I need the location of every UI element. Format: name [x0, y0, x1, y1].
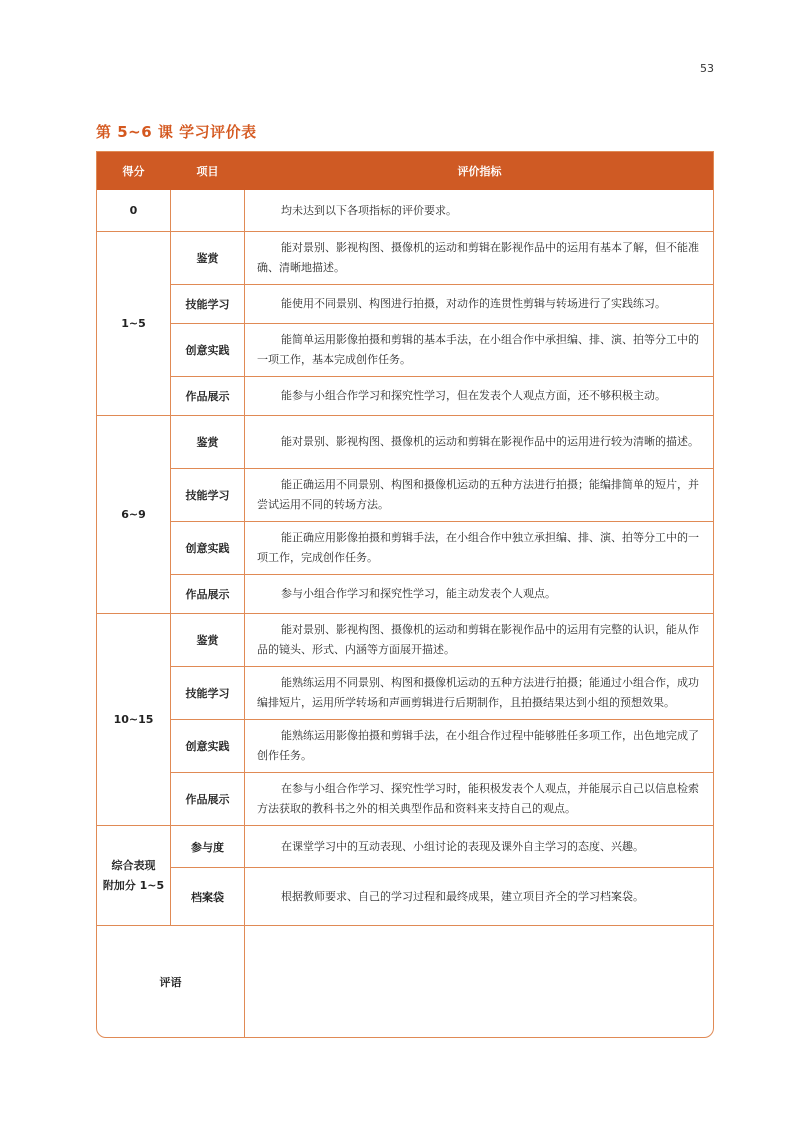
criteria-text: 能正确运用不同景别、构图和摄像机运动的五种方法进行拍摄；能编排简单的短片，并尝试运用不同的转场方法。 — [257, 478, 699, 511]
table-row — [97, 324, 715, 377]
criteria-text: 能对景别、影视构图、摄像机的运动和剪辑在影视作品中的运用进行较为清晰的描述。 — [281, 435, 699, 448]
table-row — [97, 575, 715, 614]
page-number: 53 — [700, 62, 714, 75]
item-cell: 档案袋 — [171, 868, 245, 926]
criteria-text: 根据教师要求、自己的学习过程和最终成果，建立项目齐全的学习档案袋。 — [281, 889, 644, 903]
criteria-text: 参与小组合作学习和探究性学习，能主动发表个人观点。 — [281, 587, 556, 600]
table-row — [97, 826, 715, 868]
criteria-text: 能使用不同景别、构图进行拍摄，对动作的连贯性剪辑与转场进行了实践练习。 — [281, 297, 666, 310]
item-cell: 鉴赏 — [171, 416, 245, 469]
table-row — [97, 614, 715, 667]
criteria-cell — [245, 773, 715, 826]
table-row — [97, 416, 715, 469]
criteria-text: 能对景别、影视构图、摄像机的运动和剪辑在影视作品中的运用有完整的认识，能从作品的镜头、形式、内涵等方面展开描述。 — [257, 623, 699, 656]
table-row — [97, 285, 715, 324]
item-cell: 创意实践 — [171, 324, 245, 377]
comment-label: 评语 — [97, 926, 245, 1038]
bonus-score-line2: 附加分 1~5 — [102, 878, 165, 892]
criteria-cell — [245, 416, 715, 469]
criteria-text: 在课堂学习中的互动表现、小组讨论的表现及课外自主学习的态度、兴趣。 — [281, 839, 644, 853]
criteria-text: 均未达到以下各项指标的评价要求。 — [281, 203, 457, 217]
table-header-row — [97, 152, 715, 190]
criteria-text: 能熟练运用不同景别、构图和摄像机运动的五种方法进行拍摄；能通过小组合作，成功编排短片，运用所学转场和声画剪辑进行后期制作，且拍摄结果达到小组的预想效果。 — [257, 676, 699, 709]
item-cell: 技能学习 — [171, 469, 245, 522]
criteria-text: 能熟练运用影像拍摄和剪辑手法，在小组合作过程中能够胜任多项工作，出色地完成了创作任务。 — [257, 729, 699, 762]
table-row — [97, 667, 715, 720]
item-cell: 作品展示 — [171, 377, 245, 416]
table-row — [97, 926, 715, 1038]
item-cell: 创意实践 — [171, 522, 245, 575]
criteria-text: 能正确应用影像拍摄和剪辑手法，在小组合作中独立承担编、排、演、拍等分工中的一项工作，完成创作任务。 — [257, 531, 699, 564]
header-score: 得分 — [97, 152, 171, 190]
item-cell — [171, 190, 245, 232]
evaluation-table — [96, 151, 714, 1038]
page-title: 第 5~6 课 学习评价表 — [96, 123, 257, 141]
criteria-cell — [245, 469, 715, 522]
item-cell: 作品展示 — [171, 575, 245, 614]
comment-area — [245, 926, 715, 1038]
criteria-cell — [245, 232, 715, 285]
score-cell — [97, 826, 171, 926]
score-cell: 6~9 — [97, 416, 171, 614]
criteria-cell — [245, 324, 715, 377]
item-cell: 作品展示 — [171, 773, 245, 826]
criteria-text: 在参与小组合作学习、探究性学习时，能积极发表个人观点，并能展示自己以信息检索方法获取的教科书之外的相关典型作品和资料来支持自己的观点。 — [257, 782, 699, 815]
criteria-cell — [245, 868, 715, 926]
header-criteria: 评价指标 — [245, 152, 715, 190]
header-item: 项目 — [171, 152, 245, 190]
criteria-cell — [245, 667, 715, 720]
bonus-score-line1: 综合表现 — [111, 858, 156, 872]
criteria-cell — [245, 285, 715, 324]
table-row — [97, 868, 715, 926]
score-cell: 0 — [97, 190, 171, 232]
score-cell: 1~5 — [97, 232, 171, 416]
item-cell: 鉴赏 — [171, 232, 245, 285]
criteria-cell — [245, 614, 715, 667]
item-cell: 创意实践 — [171, 720, 245, 773]
score-cell: 10~15 — [97, 614, 171, 826]
item-cell: 参与度 — [171, 826, 245, 868]
table-row — [97, 190, 715, 232]
criteria-text: 能简单运用影像拍摄和剪辑的基本手法，在小组合作中承担编、排、演、拍等分工中的一项工作，基本完成创作任务。 — [257, 333, 699, 366]
criteria-cell — [245, 720, 715, 773]
criteria-cell — [245, 826, 715, 868]
criteria-cell — [245, 190, 715, 232]
table-row — [97, 773, 715, 826]
table-row — [97, 377, 715, 416]
criteria-cell — [245, 575, 715, 614]
table-row — [97, 469, 715, 522]
item-cell: 技能学习 — [171, 285, 245, 324]
criteria-text: 能对景别、影视构图、摄像机的运动和剪辑在影视作品中的运用有基本了解，但不能准确、清晰地描述。 — [257, 241, 699, 274]
table-row — [97, 522, 715, 575]
table-row — [97, 232, 715, 285]
item-cell: 技能学习 — [171, 667, 245, 720]
criteria-text: 能参与小组合作学习和探究性学习，但在发表个人观点方面，还不够积极主动。 — [281, 389, 666, 402]
item-cell: 鉴赏 — [171, 614, 245, 667]
criteria-cell — [245, 522, 715, 575]
criteria-cell — [245, 377, 715, 416]
table-row — [97, 720, 715, 773]
